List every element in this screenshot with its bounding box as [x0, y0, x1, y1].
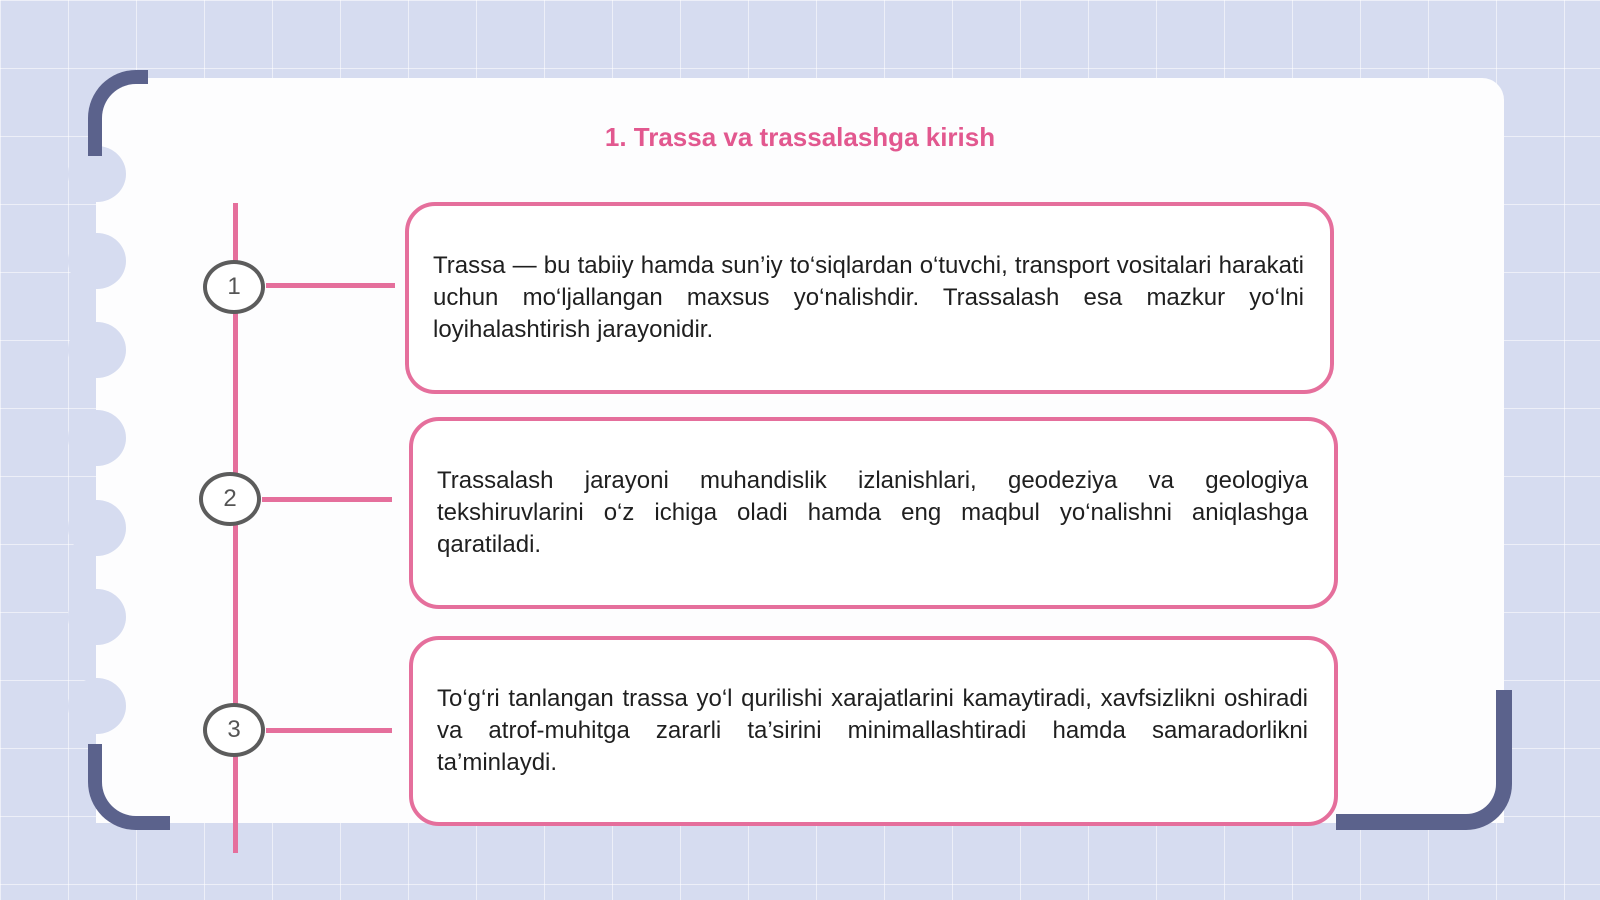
page-edge-scallop [68, 589, 126, 645]
step-2-marker: 2 [199, 472, 261, 526]
step-3-marker: 3 [203, 703, 265, 757]
page-edge-scallop [68, 233, 126, 289]
page-edge-scallop [68, 678, 126, 734]
step-2-box [409, 417, 1338, 609]
step-1-connector [266, 283, 395, 288]
frame-corner-bottom-right [1336, 690, 1512, 830]
step-1-marker: 1 [203, 260, 265, 314]
step-3-text: To‘g‘ri tanlangan trassa yo‘l qurilishi xarajatlarini kamaytiradi, xavfsizlikni oshiradi va atrof-muhitga zararli ta’sirini minimallashtiradi hamda samaradorlikni ta’minlaydi. [437, 685, 1308, 776]
page-edge-scallop [68, 322, 126, 378]
step-3-box [409, 636, 1338, 826]
step-1-box [405, 202, 1334, 394]
step-2-connector [262, 497, 392, 502]
page-edge-scallop [68, 500, 126, 556]
step-2-text: Trassalash jarayoni muhandislik izlanishlari, geodeziya va geologiya tekshiruvlarini o‘z ichiga oladi hamda eng maqbul yo‘nalishni aniqlashga qaratiladi. [437, 467, 1308, 558]
slide-title: 1. Trassa va trassalashga kirish [604, 122, 996, 152]
step-1-text: Trassa — bu tabiiy hamda sun’iy to‘siqlardan o‘tuvchi, transport vositalari harakati uchun mo‘ljallangan maxsus yo‘nalishdir. Trassalash esa mazkur yo‘lni loyihalashtirish jarayonidir. [433, 252, 1304, 343]
page-edge-scallop [68, 410, 126, 466]
step-3-connector [266, 728, 392, 733]
